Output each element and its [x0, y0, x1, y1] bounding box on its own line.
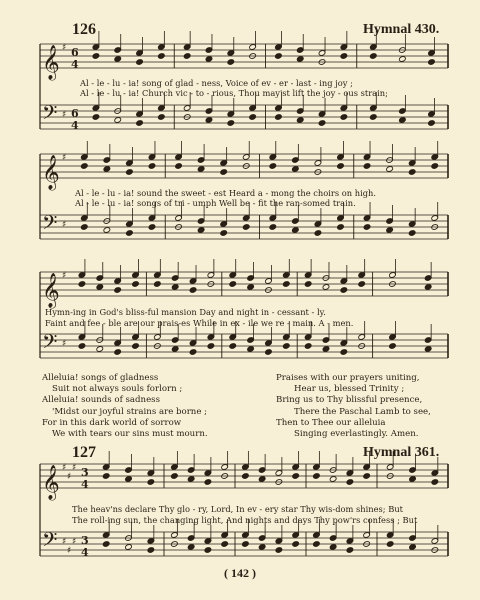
note-head: [269, 163, 277, 170]
note-head: [358, 281, 366, 288]
note-head: [221, 541, 229, 548]
note-head: [363, 224, 371, 231]
note-head: [220, 169, 228, 176]
note-head: [242, 224, 250, 231]
note-head: [428, 120, 436, 127]
note-head: [114, 56, 122, 63]
verse-line: Singing everlastingly. Amen.: [294, 429, 419, 440]
clef-icon: 𝄢: [42, 330, 58, 358]
note-head: [103, 227, 111, 234]
note-head: [147, 547, 155, 554]
note-head: [275, 114, 283, 121]
clef-icon: 𝄢: [42, 211, 58, 239]
verse-line: For in this dark world of sorrow: [42, 417, 182, 428]
note-head: [431, 479, 439, 486]
note-head: [389, 343, 397, 350]
note-head: [329, 544, 337, 551]
note-head: [229, 281, 237, 288]
note-head: [132, 281, 140, 288]
note-head: [275, 53, 283, 60]
note-head: [175, 163, 183, 170]
hymn-126-system-1-lyric-2: Al - le - lu - ia! Church vic - to - rious, Thou may'st lift the joy - ous strain;: [80, 88, 388, 98]
note-head: [296, 56, 304, 63]
note-head: [409, 544, 417, 551]
note-head: [399, 56, 407, 63]
note-head: [220, 230, 228, 237]
sharp-icon: ♯: [67, 472, 72, 482]
hymn-126-verse-left: [42, 373, 208, 440]
time-signature: 4: [81, 546, 89, 559]
note-head: [340, 287, 348, 294]
verse-line: Alleluia! songs of gladness: [42, 373, 159, 383]
note-head: [102, 473, 110, 480]
note-head: [249, 114, 257, 121]
note-head: [424, 346, 432, 353]
note-head: [409, 476, 417, 483]
clef-icon: 𝄢: [42, 101, 58, 129]
hymn-127-reference: Hymnal 361.: [363, 445, 440, 460]
note-head: [148, 224, 156, 231]
note-head: [313, 473, 321, 480]
note-head: [114, 287, 122, 294]
hymn-126-system-2-lyric-2: Al - le - lu - ia! songs of tri - umph Well be - fit the ran-somed train.: [75, 198, 356, 208]
note-head: [171, 473, 179, 480]
note-head: [329, 476, 337, 483]
note-head: [304, 343, 312, 350]
hymn-126-system-2-lyric-1: Al - le - lu - ia! sound the sweet - est Heard a - mong the choirs on high.: [75, 188, 377, 198]
note-head: [227, 59, 235, 66]
time-signature: 6: [71, 46, 79, 59]
clef-icon: 𝄞: [42, 273, 60, 308]
note-head: [103, 166, 111, 173]
note-head: [242, 541, 250, 548]
note-head: [126, 169, 134, 176]
verse-line: There the Paschal Lamb to see,: [294, 406, 431, 417]
note-head: [242, 473, 250, 480]
note-head: [125, 476, 133, 483]
note-head: [363, 473, 371, 480]
note-head: [114, 117, 122, 124]
note-head: [340, 349, 348, 356]
note-head: [386, 166, 394, 173]
note-head: [282, 343, 290, 350]
note-head: [292, 227, 300, 234]
note-head: [125, 544, 133, 551]
note-head: [158, 114, 166, 121]
time-signature: 4: [71, 58, 79, 71]
note-head: [197, 227, 205, 234]
note-head: [80, 163, 88, 170]
note-head: [346, 547, 354, 554]
note-head: [204, 547, 212, 554]
hymn-127-number: 127: [72, 444, 96, 461]
note-head: [102, 541, 110, 548]
note-head: [322, 346, 330, 353]
note-head: [96, 284, 104, 291]
sharp-icon: ♯: [62, 271, 67, 281]
note-head: [204, 479, 212, 486]
note-head: [346, 479, 354, 486]
note-head: [158, 53, 166, 60]
note-head: [207, 343, 215, 350]
clef-icon: 𝄞: [42, 45, 60, 80]
note-head: [247, 346, 255, 353]
note-head: [369, 53, 377, 60]
note-head: [369, 114, 377, 121]
sharp-icon: ♯: [62, 339, 67, 349]
note-head: [227, 120, 235, 127]
note-head: [148, 163, 156, 170]
note-head: [258, 476, 266, 483]
note-head: [292, 541, 300, 548]
sharp-icon: ♯: [62, 220, 67, 230]
hymn-126-system-3-lyric-2: Faint and fee - ble are our prais-es While in ex - ile we re - main. A - men.: [45, 318, 354, 328]
verse-line: Hear us, blessed Trinity ;: [294, 384, 405, 395]
note-head: [408, 169, 416, 176]
note-head: [340, 53, 348, 60]
note-head: [189, 287, 197, 294]
note-head: [92, 53, 100, 60]
note-head: [147, 479, 155, 486]
note-head: [363, 163, 371, 170]
note-head: [247, 284, 255, 291]
note-head: [428, 59, 436, 66]
note-head: [132, 343, 140, 350]
verse-line: Suit not always souls forlorn ;: [52, 384, 183, 395]
verse-line: 'Midst our joyful strains are borne ;: [52, 406, 208, 417]
note-head: [340, 114, 348, 121]
time-signature: 4: [71, 119, 79, 132]
note-head: [296, 117, 304, 124]
sharp-icon: ♯: [62, 463, 67, 473]
hymn-127-lyric-2: The roll-ing sun, the changing light, And nights and days Thy pow'rs confess ; But: [72, 515, 418, 525]
hymn-126-reference: Hymnal 430.: [363, 22, 440, 37]
sharp-icon: ♯: [62, 110, 67, 120]
note-head: [183, 53, 191, 60]
note-head: [386, 227, 394, 234]
note-head: [322, 284, 330, 291]
note-head: [318, 120, 326, 127]
note-head: [197, 166, 205, 173]
note-head: [78, 281, 86, 288]
note-head: [304, 281, 312, 288]
note-head: [96, 346, 104, 353]
note-head: [258, 544, 266, 551]
verse-line: Bring us to Thy blissful presence,: [276, 395, 423, 406]
verse-line: Then to Thee our alleluia: [276, 417, 386, 428]
note-head: [136, 120, 144, 127]
note-head: [399, 117, 407, 124]
note-head: [229, 343, 237, 350]
note-head: [424, 284, 432, 291]
note-head: [292, 166, 300, 173]
note-head: [187, 476, 195, 483]
note-head: [205, 56, 213, 63]
time-signature: 4: [81, 478, 89, 491]
verse-line: Alleluia! sounds of sadness: [42, 395, 160, 406]
note-head: [114, 349, 122, 356]
note-head: [386, 541, 394, 548]
hymn-126-verse-right: [276, 373, 431, 440]
note-head: [171, 284, 179, 291]
note-head: [265, 349, 273, 356]
time-signature: 3: [81, 534, 89, 547]
hymn-126-number: 126: [72, 21, 96, 38]
verse-line: We with tears our sins must mourn.: [52, 429, 208, 440]
note-head: [187, 544, 195, 551]
hymn-126-system-1-lyric-1: Al - le - lu - ia! song of glad - ness, Voice of ev - er - last - ing joy ;: [80, 78, 353, 88]
note-head: [126, 230, 134, 237]
note-head: [92, 114, 100, 121]
time-signature: 3: [81, 466, 89, 479]
sharp-icon: ♯: [62, 537, 67, 547]
note-head: [189, 349, 197, 356]
note-head: [314, 230, 322, 237]
note-head: [205, 117, 213, 124]
note-head: [171, 346, 179, 353]
note-head: [292, 473, 300, 480]
note-head: [337, 163, 345, 170]
note-head: [154, 281, 162, 288]
clef-icon: 𝄞: [42, 465, 60, 500]
note-head: [313, 541, 321, 548]
hymn-127-lyric-1: The heav'ns declare Thy glo - ry, Lord, In ev - ery star Thy wis-dom shines; But: [72, 504, 404, 514]
note-head: [78, 343, 86, 350]
clef-icon: 𝄞: [42, 155, 60, 190]
note-head: [282, 281, 290, 288]
sharp-icon: ♯: [62, 43, 67, 53]
time-signature: 6: [71, 107, 79, 120]
verse-line: Praises with our prayers uniting,: [276, 373, 420, 383]
hymn-126-system-3-lyric-1: Hymn-ing in God's bliss-ful mansion Day and night in - cessant - ly.: [45, 307, 326, 317]
page-number: ( 142 ): [224, 566, 256, 580]
note-head: [275, 547, 283, 554]
note-head: [80, 224, 88, 231]
sharp-icon: ♯: [62, 153, 67, 163]
sharp-icon: ♯: [72, 463, 77, 473]
sharp-icon: ♯: [72, 537, 77, 547]
note-head: [408, 230, 416, 237]
clef-icon: 𝄢: [42, 528, 58, 556]
sharp-icon: ♯: [67, 546, 72, 556]
note-head: [431, 163, 439, 170]
note-head: [136, 59, 144, 66]
note-head: [337, 224, 345, 231]
note-head: [269, 224, 277, 231]
